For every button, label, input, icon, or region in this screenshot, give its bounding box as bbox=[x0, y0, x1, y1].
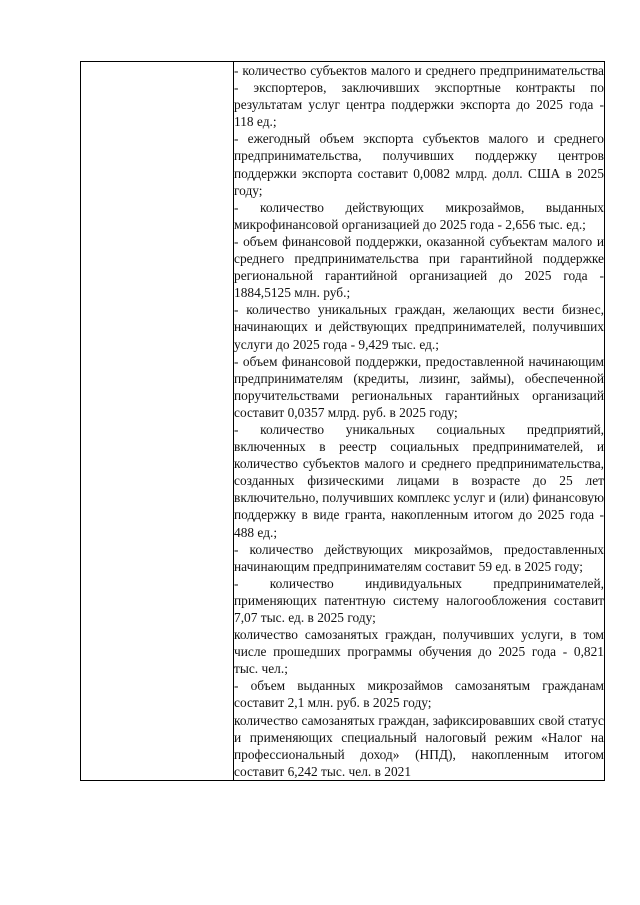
paragraph-guarantee-support: - объем финансовой поддержки, оказанной субъектам малого и среднего предпринимательства при гарантийной поддержке региональной гарантийной организацией до 2025 года - 1884,5125 млн. руб.; bbox=[234, 233, 604, 301]
paragraph-smb-exporters: - количество субъектов малого и среднего предпринимательства - экспортеров, заключивших экспортные контракты по результатам услуг центра поддержки экспорта до 2025 года - 118 ед.; bbox=[234, 63, 604, 130]
paragraph-export-volume: - ежегодный объем экспорта субъектов малого и среднего предпринимательства, получивших поддержку центров поддержки экспорта составит 0,0082 млрд. долл. США в 2025 году; bbox=[234, 131, 604, 198]
paragraph-startup-microloans: - количество действующих микрозаймов, предоставленных начинающим предпринимателям составит 59 ед. в 2025 году; bbox=[234, 541, 604, 574]
document-table bbox=[80, 61, 605, 781]
paragraph-microloans-count: - количество действующих микрозаймов, выданных микрофинансовой организацией до 2025 года - 2,656 тыс. ед.; bbox=[234, 199, 604, 232]
paragraph-social-enterprises: - количество уникальных социальных предприятий, включенных в реестр социальных предпринимателей, и количество субъектов малого и среднего предпринимательства, созданных физическими лицами в возрасте до 25 лет включительно, получивших комплекс услуг и (или) финансовую поддержку в виде гранта, накопленным итогом до 2025 года - 488 ед.; bbox=[234, 421, 604, 540]
paragraph-patent-entrepreneurs: - количество индивидуальных предпринимателей, применяющих патентную систему налогообложения составит 7,07 тыс. ед. в 2025 году; bbox=[234, 575, 604, 625]
table-row bbox=[81, 62, 605, 781]
indicators-cell bbox=[234, 62, 605, 781]
paragraph-self-employed-microloans: - объем выданных микрозаймов самозанятым гражданам составит 2,1 млн. руб. в 2025 году; bbox=[234, 678, 604, 711]
paragraph-unique-citizens: - количество уникальных граждан, желающих вести бизнес, начинающих и действующих предпринимателей, получивших услуги до 2025 года - 9,429 тыс. ед.; bbox=[234, 302, 604, 352]
paragraph-self-employed-services: количество самозанятых граждан, получивших услуги, в том числе прошедших программы обучения до 2025 года - 0,821 тыс. чел.; bbox=[234, 627, 604, 677]
paragraph-self-employed-npd: количество самозанятых граждан, зафиксировавших свой статус и применяющих специальный налоговый режим «Налог на профессиональный доход» (НПД), накопленным итогом составит 6,242 тыс. чел. в 2021 bbox=[234, 712, 604, 779]
left-empty-cell bbox=[81, 62, 234, 781]
paragraph-startup-financing: - объем финансовой поддержки, предоставленной начинающим предпринимателям (кредиты, лизинг, займы), обеспеченной поручительствами региональных гарантийных организаций составит 0,0357 млрд. руб. в 2025 году; bbox=[234, 353, 604, 420]
